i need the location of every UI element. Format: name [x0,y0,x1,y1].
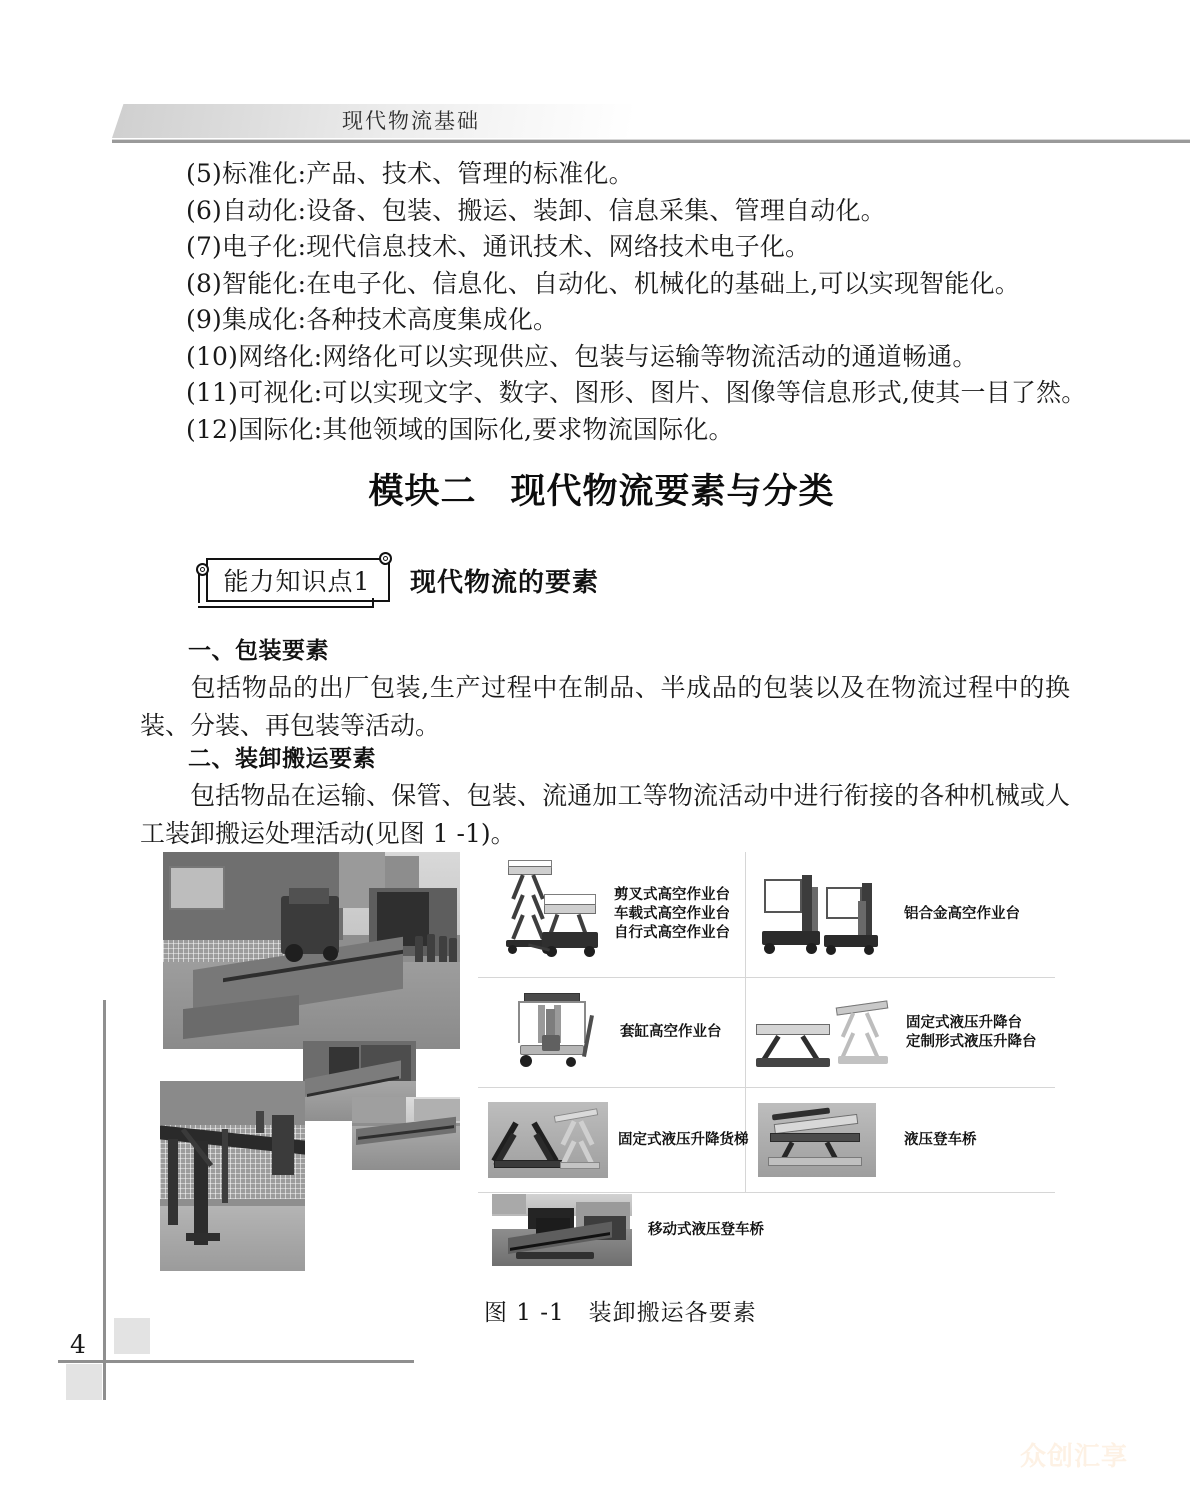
footer-horizontal-rule [58,1360,414,1363]
equipment-grid-row [478,1193,1055,1267]
feature-list-item: (11)可视化:可以实现文字、数字、图形、图片、图像等信息形式,使其一目了然。 [186,378,1087,407]
aluminium-mast-lift-image [758,871,882,959]
feature-list-item: (12)国际化:其他领域的国际化,要求物流国际化。 [186,414,734,444]
figure-caption-text: 装卸搬运各要素 [588,1300,757,1326]
equipment-label: 自行式高空作业台 [614,925,730,941]
hydraulic-dock-leveler-image [758,1103,876,1177]
equipment-label-group [618,1131,749,1150]
figure-1-1 [160,852,1055,1302]
equipment-label: 移动式液压登车桥 [648,1221,764,1238]
header-divider-rule [112,139,1190,143]
fixed-hydraulic-goods-lift-image [488,1102,608,1178]
knowledge-point-row [196,549,599,611]
feature-list-item: (8)智能化:在电子化、信息化、自动化、机械化的基础上,可以实现智能化。 [186,268,1020,298]
footer-decorative-square [66,1364,102,1400]
knowledge-point-badge-label: 能力知识点1 [223,567,371,596]
equipment-label: 套缸高空作业台 [620,1024,722,1040]
equipment-grid-row [478,978,1055,1088]
feature-list-item: (7)电子化:现代信息技术、通讯技术、网络技术电子化。 [186,232,811,261]
equipment-label: 固定式液压升降货梯 [618,1131,749,1148]
figure-caption-number: 图 1 -1 [484,1300,565,1326]
feature-list [186,156,1186,448]
feature-list-item: (6)自动化:设备、包装、搬运、装卸、信息采集、管理自动化。 [186,195,886,225]
equipment-label: 固定式液压升降台 [906,1014,1022,1031]
equipment-label-group [614,886,730,943]
equipment-label-group [620,1023,722,1042]
page-number: 4 [70,1330,86,1359]
module-title: 现代物流要素与分类 [510,471,835,512]
equipment-label-group [904,1131,977,1150]
equipment-label-group [648,1221,764,1240]
mobile-hydraulic-dock-ramp-image [492,1194,632,1266]
photo-collage [160,852,460,1292]
equipment-label: 铝合金高空作业台 [904,906,1020,922]
equipment-label: 剪叉式高空作业台 [614,887,730,903]
knowledge-point-title: 现代物流的要素 [410,567,600,598]
collage-photo [352,1097,460,1170]
equipment-label-group [904,905,1020,924]
equipment-cell [746,978,1055,1087]
running-header-title: 现代物流基础 [342,109,480,133]
equipment-cell [478,1193,1055,1267]
knowledge-point-scroll-badge [196,552,392,608]
figure-caption [484,1294,757,1327]
module-heading [0,464,1203,514]
subsection-body [140,669,1070,745]
margin-vertical-rule [103,1000,106,1400]
equipment-cell [746,852,1055,977]
telescopic-cylinder-lift-image [510,987,610,1079]
collage-photo [160,1081,305,1271]
subsection-heading: 二、装卸搬运要素 [188,746,376,772]
scissor-lift-image [492,860,604,970]
subsection-body [140,777,1070,853]
equipment-cell [478,1088,749,1192]
equipment-grid-row [478,852,1055,978]
fixed-hydraulic-lift-table-image [754,990,894,1076]
equipment-cell [478,978,746,1087]
equipment-cell [746,1088,1055,1192]
running-header [112,104,1190,138]
subsection-packaging [140,632,1070,745]
module-number: 模块二 [368,471,477,512]
feature-list-item: (10)网络化:网络化可以实现供应、包装与运输等物流活动的通道畅通。 [186,341,978,371]
feature-list-item: (9)集成化:各种技术高度集成化。 [186,305,559,334]
watermark: 众创汇享 [1020,1442,1129,1472]
equipment-cell [478,852,746,977]
subsection-body-text: 包括物品在运输、保管、包装、流通加工等物流活动中进行衔接的各种机械或人工装卸搬运处理活动(见图 1 -1)。 [140,781,1070,848]
subsection-heading: 一、包装要素 [188,638,329,664]
equipment-grid [478,852,1055,1267]
subsection-body-text: 包括物品的出厂包装,生产过程中在制品、半成品的包装以及在物流过程中的换装、分装、再包装等活动。 [140,673,1070,740]
subsection-handling [140,740,1070,853]
equipment-label: 定制形式液压升降台 [906,1033,1037,1050]
feature-list-item: (5)标准化:产品、技术、管理的标准化。 [186,159,634,188]
equipment-grid-row [478,1088,1055,1193]
equipment-label: 液压登车桥 [904,1131,977,1148]
equipment-label-group [906,1014,1037,1052]
collage-photo [163,852,460,1049]
equipment-label: 车载式高空作业台 [614,906,730,922]
footer-decorative-square [114,1318,150,1354]
